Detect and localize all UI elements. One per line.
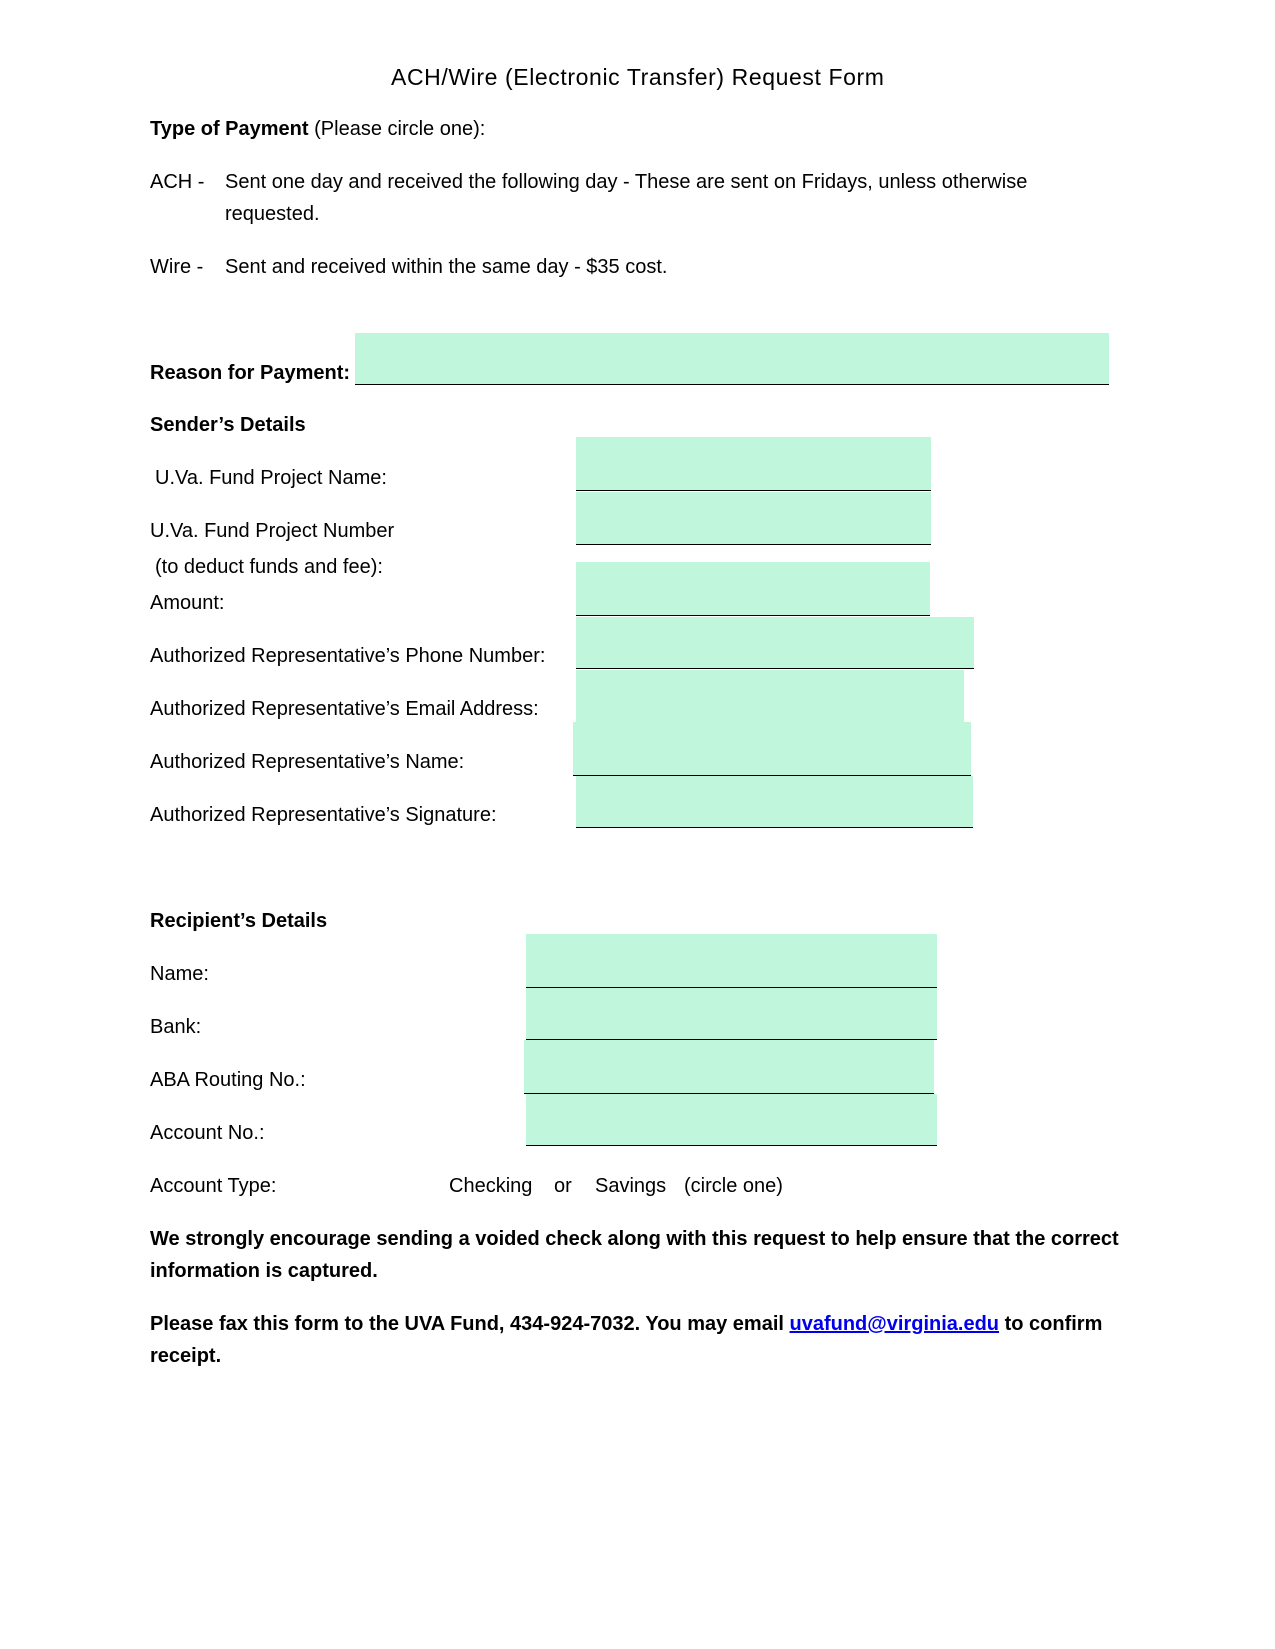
amount-field[interactable] (576, 562, 930, 616)
recipient-name-label: Name: (150, 963, 209, 985)
project-number-label: U.Va. Fund Project Number (150, 520, 395, 542)
fax-note-line1 (150, 1313, 1102, 1336)
aba-label: ABA Routing No.: (150, 1069, 306, 1091)
project-name-label: U.Va. Fund Project Name: (155, 467, 387, 489)
payment-type-instruction: (Please circle one): (314, 118, 486, 140)
account-type-or: or (554, 1175, 572, 1197)
rep-name-field[interactable] (573, 722, 971, 776)
project-number-sublabel: (to deduct funds and fee): (155, 556, 383, 578)
email-label: Authorized Representative’s Email Address: (150, 698, 539, 720)
signature-label: Authorized Representative’s Signature: (150, 804, 497, 826)
fax-note-suffix: to confirm (1004, 1313, 1103, 1335)
ach-description-line2: requested. (225, 203, 320, 225)
sender-heading: Sender’s Details (150, 414, 306, 436)
payment-type-label: Type of Payment (150, 118, 309, 140)
ach-code[interactable]: ACH - (150, 171, 205, 193)
recipient-heading: Recipient’s Details (150, 910, 328, 932)
fax-note-text: Please fax this form to the UVA Fund, 434-924-7032. You may email (150, 1313, 784, 1335)
wire-code[interactable]: Wire - (150, 256, 204, 278)
payment-type-heading (150, 118, 485, 141)
reason-field[interactable] (355, 333, 1109, 385)
account-type-checking[interactable]: Checking (449, 1175, 533, 1197)
email-field[interactable] (576, 670, 964, 723)
account-type-note: (circle one) (684, 1175, 783, 1197)
fax-note-line2: receipt. (150, 1345, 222, 1367)
phone-field[interactable] (576, 617, 974, 669)
account-type-label: Account Type: (150, 1175, 277, 1197)
bank-label: Bank: (150, 1016, 202, 1038)
account-type-savings[interactable]: Savings (595, 1175, 667, 1197)
recipient-name-field[interactable] (526, 934, 937, 988)
rep-name-label: Authorized Representative’s Name: (150, 751, 465, 773)
phone-label: Authorized Representative’s Phone Number: (150, 645, 546, 667)
aba-field[interactable] (524, 1040, 934, 1094)
amount-label: Amount: (150, 592, 225, 614)
reason-label: Reason for Payment: (150, 362, 351, 384)
project-number-field[interactable] (576, 492, 931, 545)
voided-check-note-line2: information is captured. (150, 1260, 378, 1282)
bank-field[interactable] (526, 988, 937, 1040)
ach-description-line1: Sent one day and received the following day - These are sent on Fridays, unless otherwise (225, 171, 1028, 193)
account-field[interactable] (526, 1094, 937, 1146)
account-label: Account No.: (150, 1122, 265, 1144)
email-link[interactable]: uvafund@virginia.edu (789, 1313, 1000, 1335)
page-title: ACH/Wire (Electronic Transfer) Request Form (391, 64, 885, 90)
signature-field[interactable] (576, 776, 973, 828)
project-name-field[interactable] (576, 437, 931, 491)
voided-check-note-line1: We strongly encourage sending a voided check along with this request to help ensure that the correct (150, 1228, 1119, 1250)
wire-description: Sent and received within the same day - $35 cost. (225, 256, 668, 278)
